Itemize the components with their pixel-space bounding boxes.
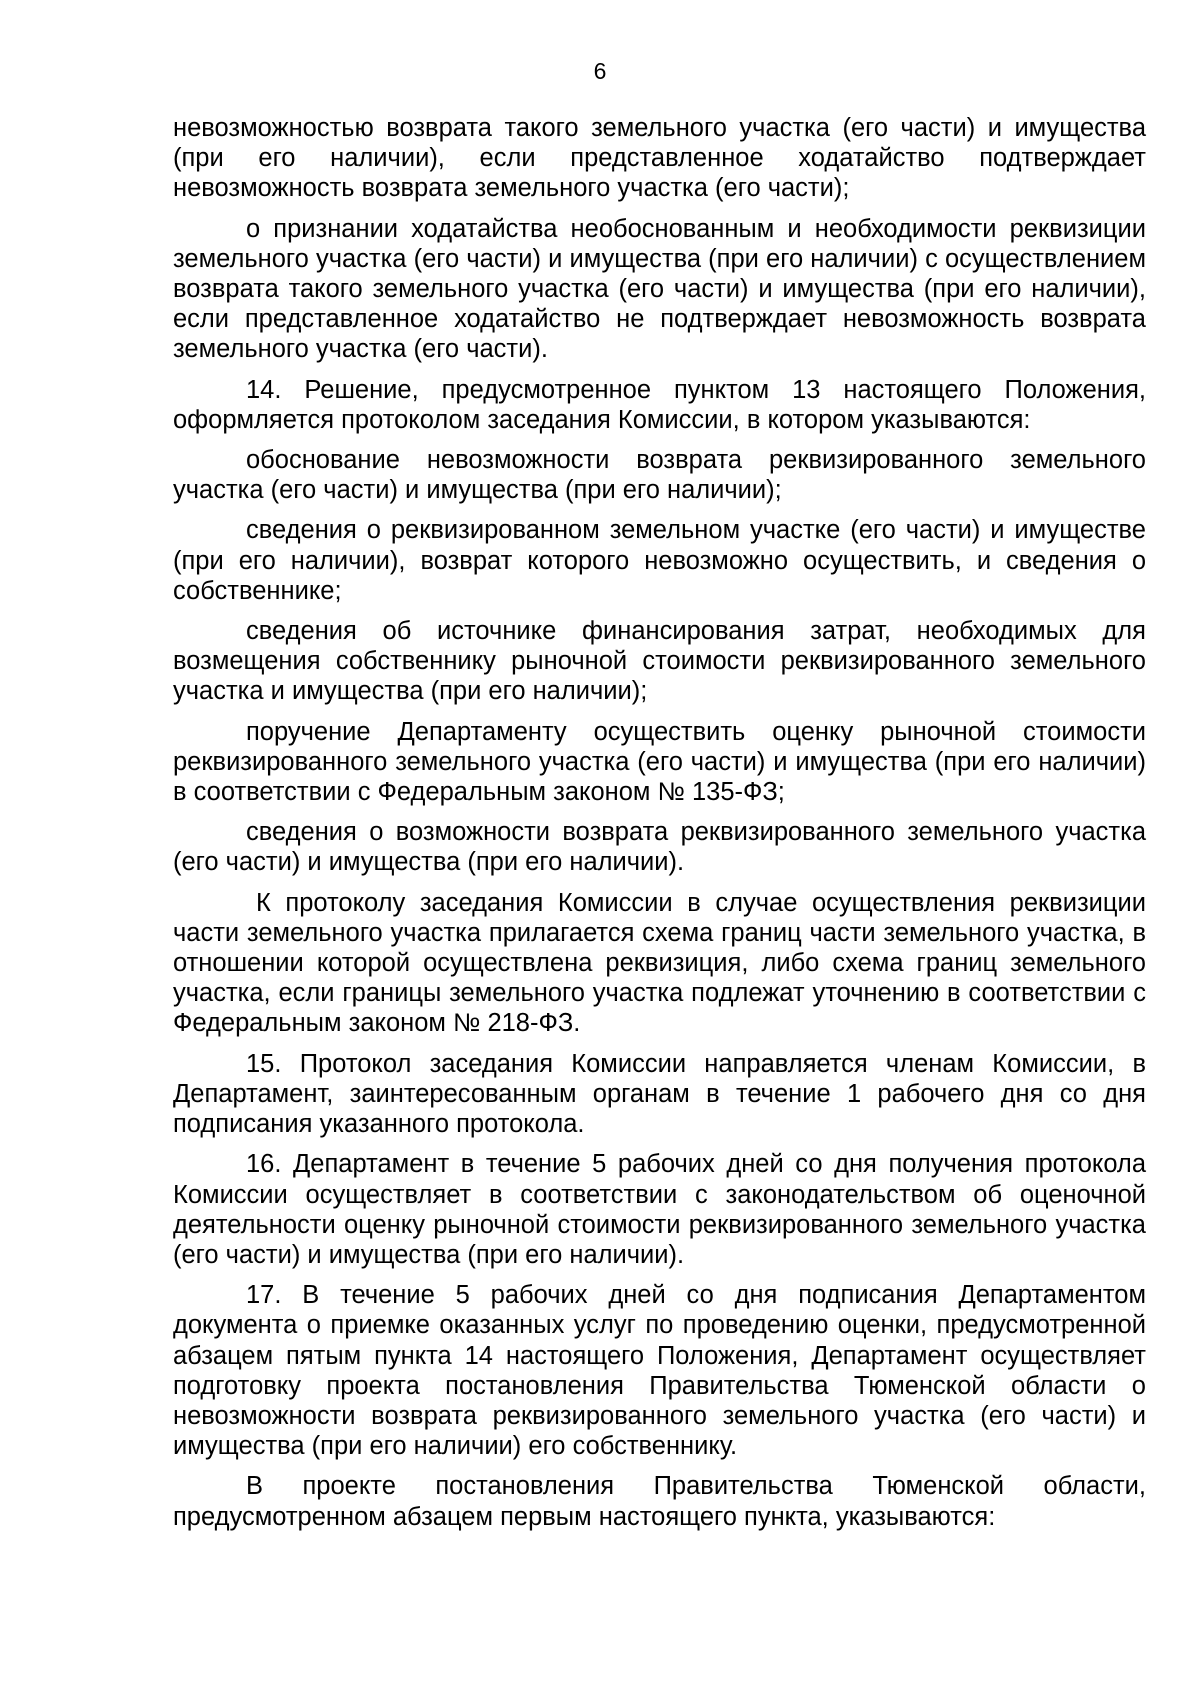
- page-number: 6: [593, 58, 607, 84]
- paragraph-14-property-info: сведения о реквизированном земельном участке (его части) и имуществе (при его наличии), возврат которого невозможно осуществить, и сведения о собственнике;: [173, 516, 1146, 605]
- paragraph-14-return-possibility: сведения о возможности возврата реквизированного земельного участка (его части) и имущества (при его наличии).: [173, 818, 1146, 877]
- paragraph-17-draft-contents: В проекте постановления Правительства Тюменской области, предусмотренном абзацем первым настоящего пункта, указываются:: [173, 1472, 1146, 1531]
- paragraph-14-valuation-order: поручение Департаменту осуществить оценку рыночной стоимости реквизированного земельного участка (его части) и имущества (при его наличии) в соответствии с Федеральным законом № 135-ФЗ;: [173, 717, 1146, 807]
- paragraph-continuation: невозможностью возврата такого земельного участка (его части) и имущества (при его наличии), если представленное ходатайство подтверждает невозможность возврата земельного участка (его части);: [173, 114, 1146, 203]
- paragraph-15: 15. Протокол заседания Комиссии направляется членам Комиссии, в Департамент, заинтересованным органам в течение 1 рабочего дня со дня подписания указанного протокола.: [173, 1049, 1146, 1139]
- paragraph-decision-unfounded: о признании ходатайства необоснованным и необходимости реквизиции земельного участка (его части) и имущества (при его наличии) с осуществлением возврата такого земельного участка (его части) и имущества (при его наличии), если представленное ходатайство не подтверждает невозможность возврата земельного участка (его части).: [173, 214, 1146, 364]
- paragraph-17: 17. В течение 5 рабочих дней со дня подписания Департаментом документа о приемке оказанных услуг по проведению оценки, предусмотренной абзацем пятым пункта 14 настоящего Положения, Департамент осуществляет подготовку проекта постановления Правительства Тюменской области о невозможности возврата реквизированного земельного участка (его части) и имущества (при его наличии) его собственнику.: [173, 1281, 1146, 1461]
- paragraph-14-funding-source: сведения об источнике финансирования затрат, необходимых для возмещения собственнику рыночной стоимости реквизированного земельного участка и имущества (при его наличии);: [173, 617, 1146, 706]
- paragraph-14-boundary-scheme: К протоколу заседания Комиссии в случае осуществления реквизиции части земельного участка прилагается схема границ части земельного участка, в отношении которой осуществлена реквизиция, либо схема границ земельного участка, если границы земельного участка подлежат уточнению в соответствии с Федеральным законом № 218-ФЗ.: [173, 888, 1146, 1038]
- paragraph-16: 16. Департамент в течение 5 рабочих дней со дня получения протокола Комиссии осуществляет в соответствии с законодательством об оценочной деятельности оценку рыночной стоимости реквизированного земельного участка (его части) и имущества (при его наличии).: [173, 1150, 1146, 1269]
- paragraph-14-justification: обоснование невозможности возврата реквизированного земельного участка (его части) и имущества (при его наличии);: [173, 446, 1146, 505]
- document-body: [173, 113, 1146, 1542]
- paragraph-14: 14. Решение, предусмотренное пунктом 13 настоящего Положения, оформляется протоколом заседания Комиссии, в котором указываются:: [173, 375, 1146, 434]
